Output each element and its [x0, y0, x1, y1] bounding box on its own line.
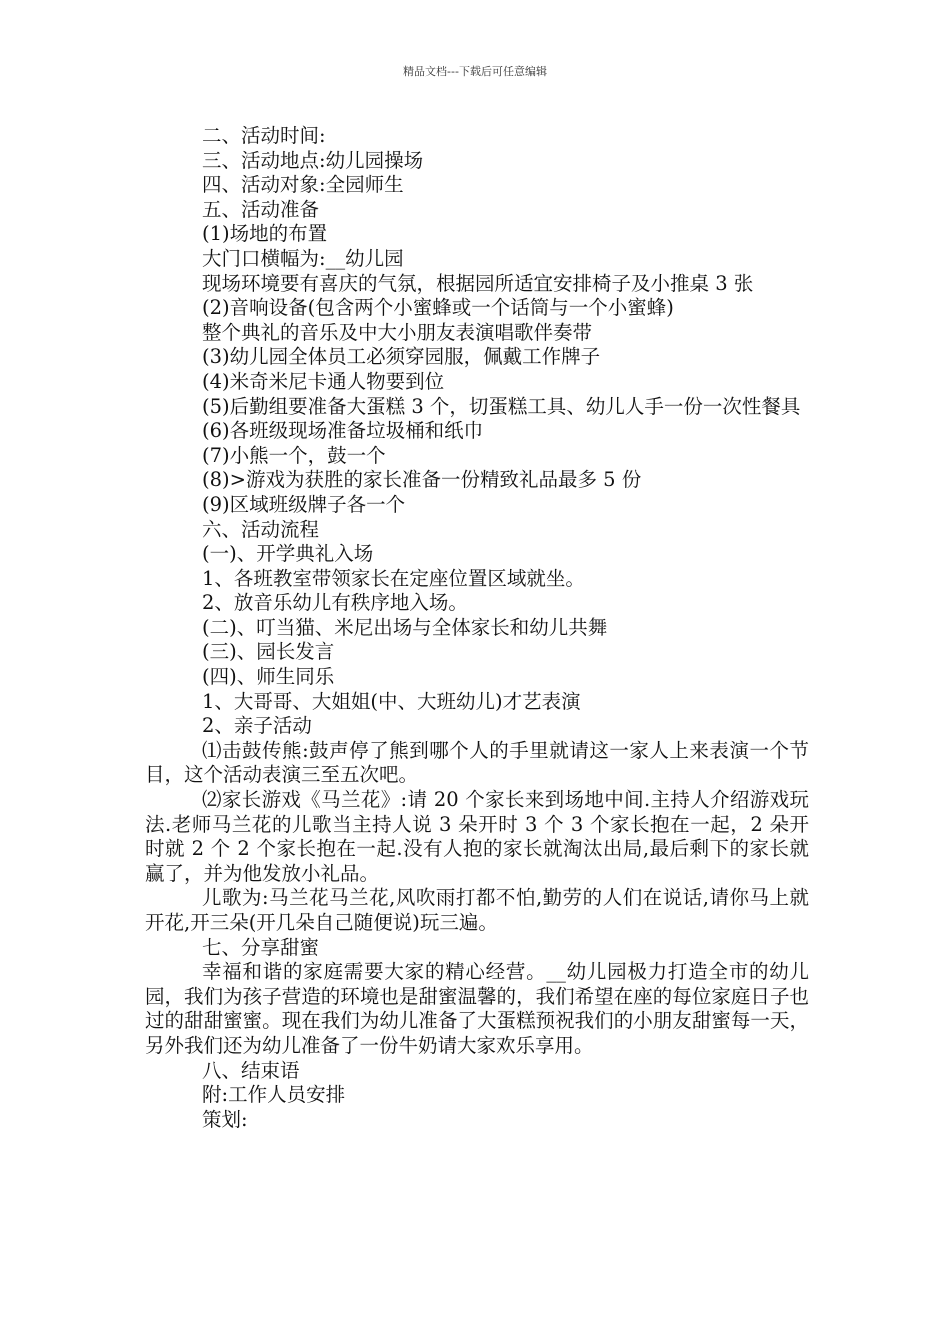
prep-item-uniform: (3)幼儿园全体员工必须穿园服，佩戴工作牌子 — [202, 345, 601, 369]
game-malan-flower: ⑵家长游戏《马兰花》:请 20 个家长来到场地中间.主持人介绍游戏玩法.老师马兰花的儿歌当主持人说 3 朵开时 3 个 3 个家长抱在一起，2 朵开时就 2 个 2 个家长抱在一起.没有人抱的家长就淘汰出局,最后剩下的家长就赢了，并为他发放小礼品。 — [145, 788, 809, 885]
heading-closing: 八、结束语 — [202, 1058, 300, 1082]
flow-step-dance: (二)、叮当猫、米尼出场与全体家长和幼儿共舞 — [202, 615, 608, 639]
game-song-lyrics: 儿歌为:马兰花马兰花,风吹雨打都不怕,勤劳的人们在说话,请你马上就开花,开三朵(开几朵自己随便说)玩三遍。 — [145, 886, 809, 934]
heading-activity-time: 二、活动时间: — [202, 124, 326, 147]
page-header: 精品文档---下载后可任意编辑 — [403, 65, 547, 78]
document-body — [145, 124, 809, 1132]
heading-activity-flow: 六、活动流程 — [202, 517, 320, 541]
flow-step-speech: (三)、园长发言 — [202, 640, 335, 664]
flow-fun-parent-child: 2、亲子活动 — [202, 714, 312, 738]
flow-step-opening: (一)、开学典礼入场 — [202, 542, 374, 566]
prep-item-signs: (9)区域班级牌子各一个 — [202, 492, 406, 516]
prep-item-trash: (6)各班级现场准备垃圾桶和纸巾 — [202, 419, 484, 443]
flow-opening-entrance: 2、放音乐幼儿有秩序地入场。 — [202, 591, 468, 615]
prep-item-characters: (4)米奇米尼卡通人物要到位 — [202, 369, 445, 393]
prep-venue-atmosphere: 现场环境要有喜庆的气氛，根据园所适宜安排椅子及小推桌 3 张 — [202, 271, 754, 295]
appendix-planning: 策划: — [202, 1107, 248, 1131]
heading-activity-audience: 四、活动对象:全园师生 — [202, 173, 404, 197]
prep-item-cake: (5)后勤组要准备大蛋糕 3 个，切蛋糕工具、幼儿人手一份一次性餐具 — [202, 394, 801, 418]
flow-fun-talent: 1、大哥哥、大姐姐(中、大班幼儿)才艺表演 — [202, 689, 581, 713]
heading-activity-location: 三、活动地点:幼儿园操场 — [202, 148, 424, 172]
game-drum-pass-bear: ⑴击鼓传熊:鼓声停了熊到哪个人的手里就请这一家人上来表演一个节目，这个活动表演三至五次吧。 — [145, 738, 809, 787]
heading-share-sweetness: 七、分享甜蜜 — [202, 935, 320, 959]
prep-item-audio: (2)音响设备(包含两个小蜜蜂或一个话筒与一个小蜜蜂) — [202, 296, 674, 320]
appendix-staff: 附:工作人员安排 — [202, 1083, 346, 1107]
prep-item-gifts: (8)>游戏为获胜的家长准备一份精致礼品最多 5 份 — [202, 468, 642, 492]
prep-item-bear-drum: (7)小熊一个，鼓一个 — [202, 443, 386, 467]
heading-activity-preparation: 五、活动准备 — [202, 197, 320, 221]
prep-banner-text: 大门口横幅为:__幼儿园 — [202, 246, 404, 270]
share-sweetness-text: 幸福和谐的家庭需要大家的精心经营。__幼儿园极力打造全市的幼儿园，我们为孩子营造的环境也是甜蜜温馨的，我们希望在座的每位家庭日子也过的甜甜蜜蜜。现在我们为幼儿准备了大蛋糕预祝我们的小朋友甜蜜每一天，另外我们还为幼儿准备了一份牛奶请大家欢乐享用。 — [145, 960, 809, 1057]
prep-audio-music: 整个典礼的音乐及中大小朋友表演唱歌伴奏带 — [202, 320, 593, 344]
flow-step-fun: (四)、师生同乐 — [202, 665, 335, 689]
flow-opening-seating: 1、各班教室带领家长在定座位置区域就坐。 — [202, 566, 585, 590]
prep-item-venue: (1)场地的布置 — [202, 222, 328, 246]
